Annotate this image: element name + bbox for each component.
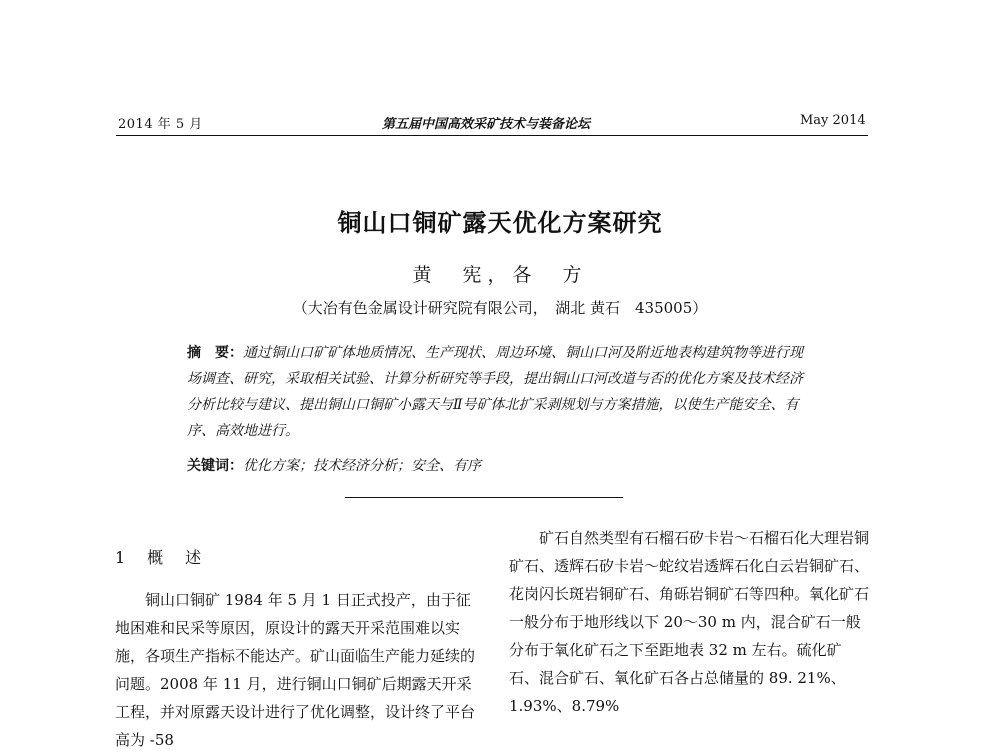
affiliation: （大冶有色金属设计研究院有限公司， 湖北 黄石 435005） [292, 299, 708, 317]
header-date-en: May 2014 [800, 113, 866, 128]
header-rule [116, 135, 868, 136]
header-conference: 第五届中国高效采矿技术与装备论坛 [382, 117, 591, 132]
abstract-label: 摘 要： [187, 345, 243, 361]
body-left-column: 铜山口铜矿 1984 年 5 月 1 日正式投产，由于征地困难和民采等原因，原设计的露天开采范围难以实施，各项生产指标不能达产。矿山面临生产能力延续的问题。2008 年 11 月，进行铜山口铜矿后期露天开采工程，并对原露天设计进行了优化调整，设计终了平台高为 -58 [115, 591, 476, 749]
paper-title: 铜山口铜矿露天优化方案研究 [337, 209, 663, 237]
section-heading: 1 概 述 [115, 548, 205, 567]
abstract-text: 通过铜山口矿矿体地质情况、生产现状、周边环境、铜山口河及附近地表构建筑物等进行现场调查、研究，采取相关试验、计算分析研究等手段，提出铜山口河改道与否的优化方案及技术经济分析比较与建议、提出铜山口铜矿小露天与Ⅱ号矿体北扩采剥规划与方案措施，以使生产能安全、有序、高效地进行。 [187, 345, 803, 439]
authors: 黄 宪，各 方 [412, 264, 588, 286]
header-date: 2014 年 5 月 [118, 117, 203, 132]
keywords [187, 455, 805, 475]
keywords-label: 关键词： [187, 458, 243, 474]
abstract-divider [345, 497, 623, 498]
body-right-column: 矿石自然类型有石榴石矽卡岩～石榴石化大理岩铜矿石、透辉石矽卡岩～蛇纹岩透辉石化白云岩铜矿石、花岗闪长斑岩铜矿石、角砾岩铜矿石等四种。氧化矿石一般分布于地形线以下 20～30 m 内，混合矿石一般分布于氧化矿石之下至距地表 32 m 左右。硫化矿石、混合矿石、氧化矿石各占总储量的 89. 21%、1.93%、8.79% [509, 529, 870, 715]
keywords-text: 优化方案；技术经济分析；安全、有序 [243, 458, 481, 474]
abstract [187, 340, 805, 444]
